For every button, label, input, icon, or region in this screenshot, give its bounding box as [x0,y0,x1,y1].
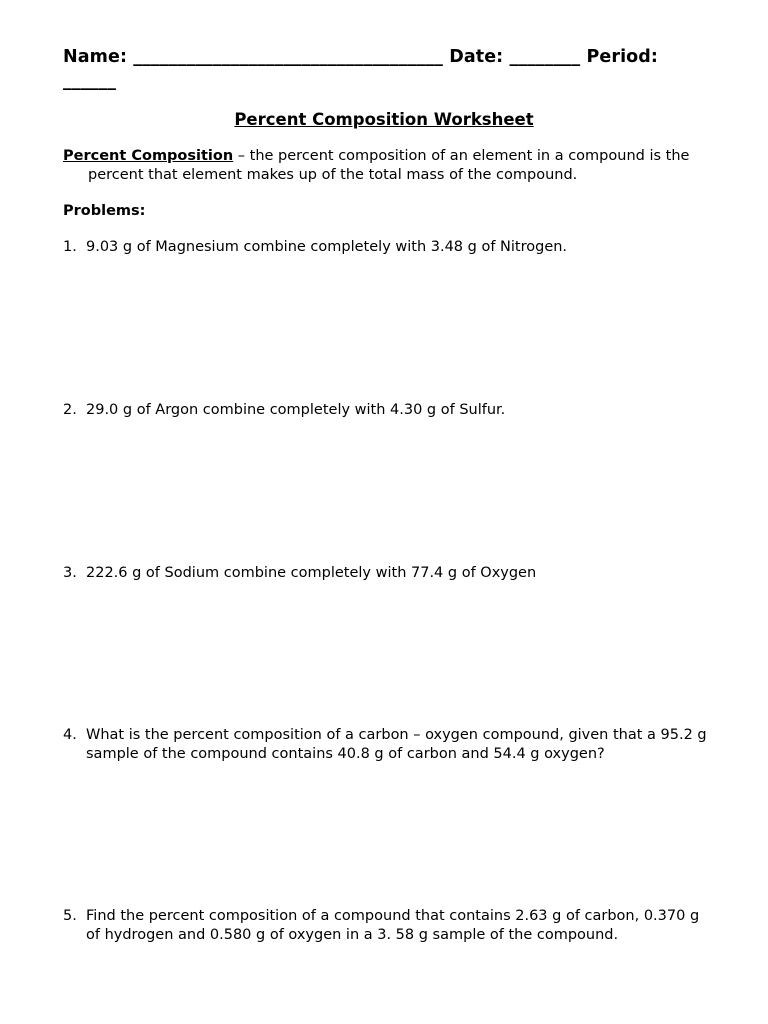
problem-item-2 [63,401,713,420]
student-info-header: Name: ___________________________________ Date: ________ Period: ______ [63,47,659,91]
problem-number: 3. [63,565,77,581]
definition-text: – the percent composition of an element in a compound is the percent that element makes up of the total mass of the compound. [88,148,690,183]
definition-paragraph [63,147,703,185]
problem-number: 5. [63,908,77,924]
problem-number: 1. [63,239,77,255]
problem-item-3 [63,564,713,583]
problem-text: 9.03 g of Magnesium combine completely with 3.48 g of Nitrogen. [86,239,568,255]
definition-term: Percent Composition [63,148,234,164]
problem-text: 29.0 g of Argon combine completely with 4.30 g of Sulfur. [86,402,506,418]
problem-item-5 [63,907,713,945]
problems-label: Problems: [63,203,146,219]
problem-number: 4. [63,727,77,743]
problem-text: Find the percent composition of a compound that contains 2.63 g of carbon, 0.370 g of hydrogen and 0.580 g of oxygen in a 3. 58 g sample of the compound. [86,908,700,943]
problem-text: What is the percent composition of a carbon – oxygen compound, given that a 95.2 g sample of the compound contains 40.8 g of carbon and 54.4 g oxygen? [86,727,707,762]
worksheet-title: Percent Composition Worksheet [234,110,534,129]
problem-item-4 [63,726,713,764]
problem-item-1 [63,238,713,257]
problem-number: 2. [63,402,77,418]
problem-text: 222.6 g of Sodium combine completely with 77.4 g of Oxygen [86,565,537,581]
